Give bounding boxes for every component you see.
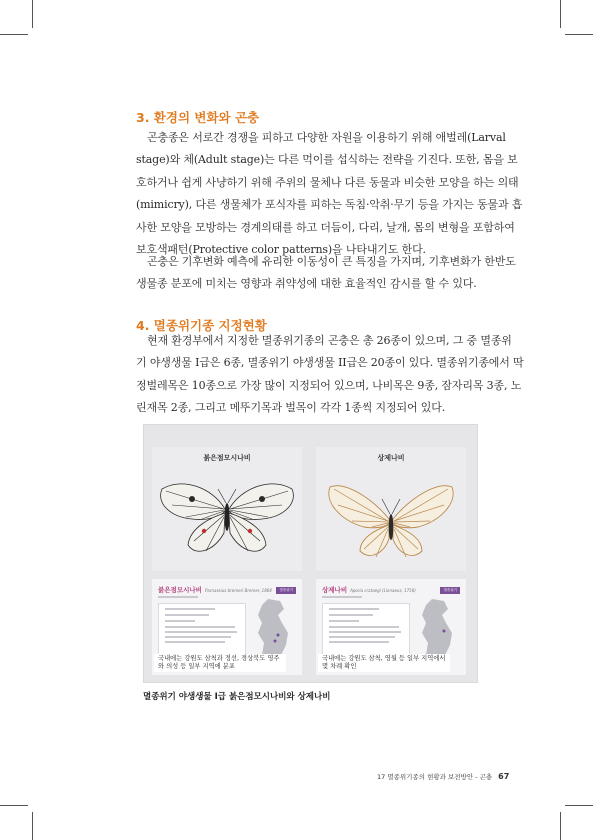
red-wing-spot <box>248 529 252 533</box>
text-line: (mimicry), 다른 생물체가 포식자를 피하는 독침·악취·무기 등을 가지는 동물과 흡 <box>136 198 523 212</box>
antenna <box>218 489 236 503</box>
text-line: 정벌레목은 10종으로 가장 많이 지정되어 있으며, 나비목은 9종, 잠자리목 3종, 노 <box>136 378 522 392</box>
section-3-paragraph-2 <box>136 251 516 296</box>
info-line <box>329 626 399 628</box>
parnassius-butterfly-image <box>152 447 302 571</box>
info-line <box>165 636 231 638</box>
info-line <box>165 626 235 628</box>
status-badge: 멸종위기 <box>440 587 460 594</box>
info-line <box>329 641 389 643</box>
right-species-card <box>316 579 466 675</box>
text-line: 현재 환경부에서 지정한 멸종위기종의 곤충은 총 26종이 있으며, 그 중 멸종위 <box>147 334 512 347</box>
info-line <box>165 641 225 643</box>
text-line: 곤충종은 서로간 경쟁을 피하고 다양한 자원을 이용하기 위해 애벌레(Larval <box>147 131 506 144</box>
info-line <box>165 608 215 610</box>
crop-mark <box>560 812 561 840</box>
text-line: 호하거나 쉽게 사냥하기 위해 주위의 물체나 다른 동물과 비슷한 모양을 하는 의태 <box>136 175 519 189</box>
crop-mark <box>560 0 561 28</box>
left-hindwing <box>360 525 389 555</box>
info-line <box>329 620 359 622</box>
text-line: 보호색패턴(Protective color patterns)을 나타내기도 한다. <box>136 243 426 257</box>
crop-mark <box>32 812 33 840</box>
crop-mark <box>0 34 28 35</box>
butterfly-body <box>225 503 230 531</box>
info-line <box>329 614 373 616</box>
page-number: 67 <box>498 772 510 781</box>
right-hindwing <box>393 525 422 555</box>
aporia-butterfly-image <box>316 447 466 571</box>
antenna <box>382 499 400 514</box>
info-line <box>165 614 209 616</box>
page-footer <box>377 772 509 781</box>
butterfly-figure <box>143 424 478 683</box>
right-butterfly-photo <box>316 447 466 571</box>
text-line: 기 야생생물 I급은 6종, 멸종위기 야생생물 II급은 20종이 있다. 멸종위기종에서 딱 <box>136 356 524 370</box>
right-card-title: 상제나비 Aporia crataegi (Linnaeus, 1758) <box>322 586 416 594</box>
section-3-title: 3. 환경의 변화와 곤충 <box>136 110 260 125</box>
status-badge: 멸종위기 <box>276 587 296 594</box>
crop-mark <box>0 805 28 806</box>
red-wing-spot <box>202 529 206 533</box>
section-4-title: 4. 멸종위기종 지정현황 <box>136 318 267 333</box>
info-line <box>165 631 237 633</box>
info-line <box>165 620 195 622</box>
right-photo-title: 상제나비 <box>377 454 405 462</box>
text-line: stage)와 체(Adult stage)는 다른 먹이를 섭식하는 전략을 기진다. 또한, 몸을 보 <box>136 153 518 167</box>
crop-mark <box>565 805 593 806</box>
wing-spot <box>189 496 195 502</box>
scientific-name: Parnassius bremeri Bremer, 1864 <box>204 588 272 593</box>
left-card-title: 붉은점모시나비 Parnassius bremeri Bremer, 1864 <box>158 586 272 594</box>
crop-mark <box>32 0 33 28</box>
card-meta-line <box>158 596 198 598</box>
text-line: 곤충은 기후변화 예측에 유리한 이동성이 큰 특징을 가지며, 기후변화가 한반도 <box>147 255 516 268</box>
crop-mark <box>565 34 593 35</box>
text-line: 사한 모양을 모방하는 경계의태를 하고 더듬이, 다리, 날개, 몸의 변형을 포함하여 <box>136 220 515 234</box>
figure-caption: 멸종위기 야생생물 I급 붉은점모시나비와 상제나비 <box>143 692 331 702</box>
left-species-card <box>152 579 302 675</box>
section-3-paragraph-1 <box>136 127 523 261</box>
left-butterfly-photo <box>152 447 302 571</box>
left-photo-title: 붉은점모시나비 <box>203 454 251 462</box>
card-meta-line <box>322 596 362 598</box>
info-line <box>329 636 395 638</box>
right-card-caption: 국내에는 강원도 삼척, 영월 등 일부 지역에서 몇 차례 확인 <box>318 654 450 672</box>
text-line: 생물종 분포에 미치는 영향과 취약성에 대한 효율적인 감시를 할 수 있다. <box>136 277 477 291</box>
footer-text: 17 멸종위기종의 현황과 보전방안 - 곤충 <box>377 773 493 781</box>
info-line <box>329 631 401 633</box>
butterfly-body <box>389 514 394 540</box>
text-line: 린재목 2종, 그리고 메뚜기목과 벌목이 각각 1종씩 지정되어 있다. <box>136 401 446 415</box>
section-4-paragraph-1 <box>136 330 524 420</box>
scientific-name: Aporia crataegi (Linnaeus, 1758) <box>350 588 416 593</box>
info-line <box>329 608 379 610</box>
wing-spot <box>259 496 265 502</box>
left-card-caption: 국내에는 강원도 삼척과 정선, 경상북도 영주와 의성 등 일부 지역에 분포 <box>154 654 286 672</box>
